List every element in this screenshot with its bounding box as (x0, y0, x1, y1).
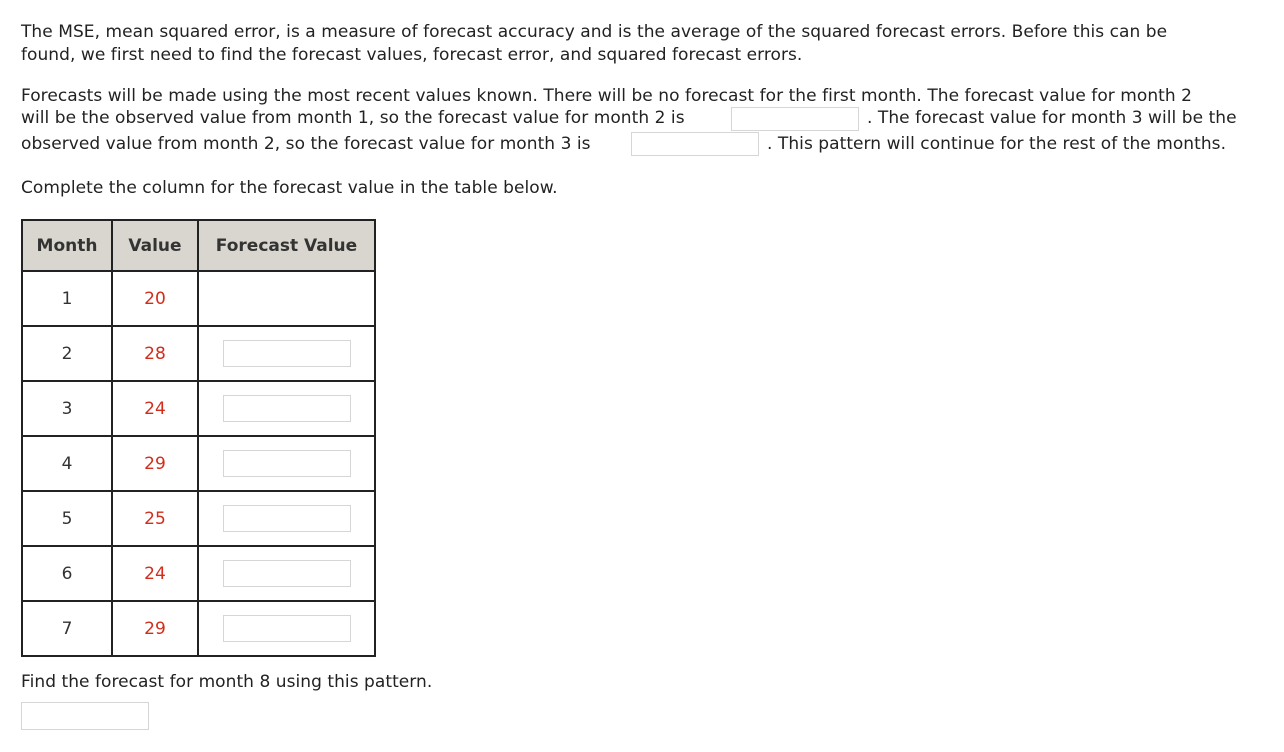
header-month: Month (22, 220, 112, 271)
month-cell: 6 (22, 546, 112, 601)
month-cell: 2 (22, 326, 112, 381)
table-row (22, 546, 375, 601)
forecast-input-month-6[interactable] (223, 560, 351, 587)
header-forecast-value: Forecast Value (198, 220, 375, 271)
forecast-table (21, 219, 376, 657)
table-header-row (22, 220, 375, 271)
header-value: Value (112, 220, 198, 271)
intro-line-2: found, we first need to find the forecast values, forecast error, and squared forecast errors. (21, 45, 803, 65)
value-cell: 24 (112, 546, 198, 601)
table-instruction: Complete the column for the forecast value in the table below. (21, 178, 558, 198)
value-cell: 24 (112, 381, 198, 436)
month3-forecast-input[interactable] (631, 132, 759, 156)
value-cell: 25 (112, 491, 198, 546)
forecast-text-line-3a: observed value from month 2, so the forecast value for month 3 is (21, 134, 591, 154)
month-cell: 1 (22, 271, 112, 326)
forecast-input-month-4[interactable] (223, 450, 351, 477)
month8-forecast-input[interactable] (21, 702, 149, 730)
month-cell: 5 (22, 491, 112, 546)
forecast-cell (198, 601, 375, 656)
month8-prompt: Find the forecast for month 8 using this pattern. (21, 672, 433, 692)
table-row (22, 381, 375, 436)
intro-line-1: The MSE, mean squared error, is a measure of forecast accuracy and is the average of the squared forecast errors. Before this can be (21, 22, 1168, 42)
month-cell: 3 (22, 381, 112, 436)
forecast-cell (198, 381, 375, 436)
forecast-input-month-3[interactable] (223, 395, 351, 422)
value-cell: 29 (112, 436, 198, 491)
table-row (22, 271, 375, 326)
forecast-text-line-3b: . This pattern will continue for the rest of the months. (767, 134, 1227, 154)
forecast-text-line-1: Forecasts will be made using the most recent values known. There will be no forecast for the first month. The forecast value for month 2 (21, 86, 1193, 106)
table-row (22, 326, 375, 381)
forecast-cell (198, 491, 375, 546)
value-cell: 29 (112, 601, 198, 656)
value-cell: 28 (112, 326, 198, 381)
forecast-input-month-2[interactable] (223, 340, 351, 367)
forecast-input-month-7[interactable] (223, 615, 351, 642)
forecast-cell (198, 436, 375, 491)
month-cell: 4 (22, 436, 112, 491)
forecast-cell-empty (198, 271, 375, 326)
table-row (22, 601, 375, 656)
month-cell: 7 (22, 601, 112, 656)
value-cell: 20 (112, 271, 198, 326)
forecast-input-month-5[interactable] (223, 505, 351, 532)
month2-forecast-input[interactable] (731, 107, 859, 131)
forecast-cell (198, 326, 375, 381)
table-row (22, 436, 375, 491)
forecast-cell (198, 546, 375, 601)
forecast-text-line-2a: will be the observed value from month 1, so the forecast value for month 2 is (21, 108, 685, 128)
forecast-text-line-2b: . The forecast value for month 3 will be the (867, 108, 1237, 128)
table-row (22, 491, 375, 546)
